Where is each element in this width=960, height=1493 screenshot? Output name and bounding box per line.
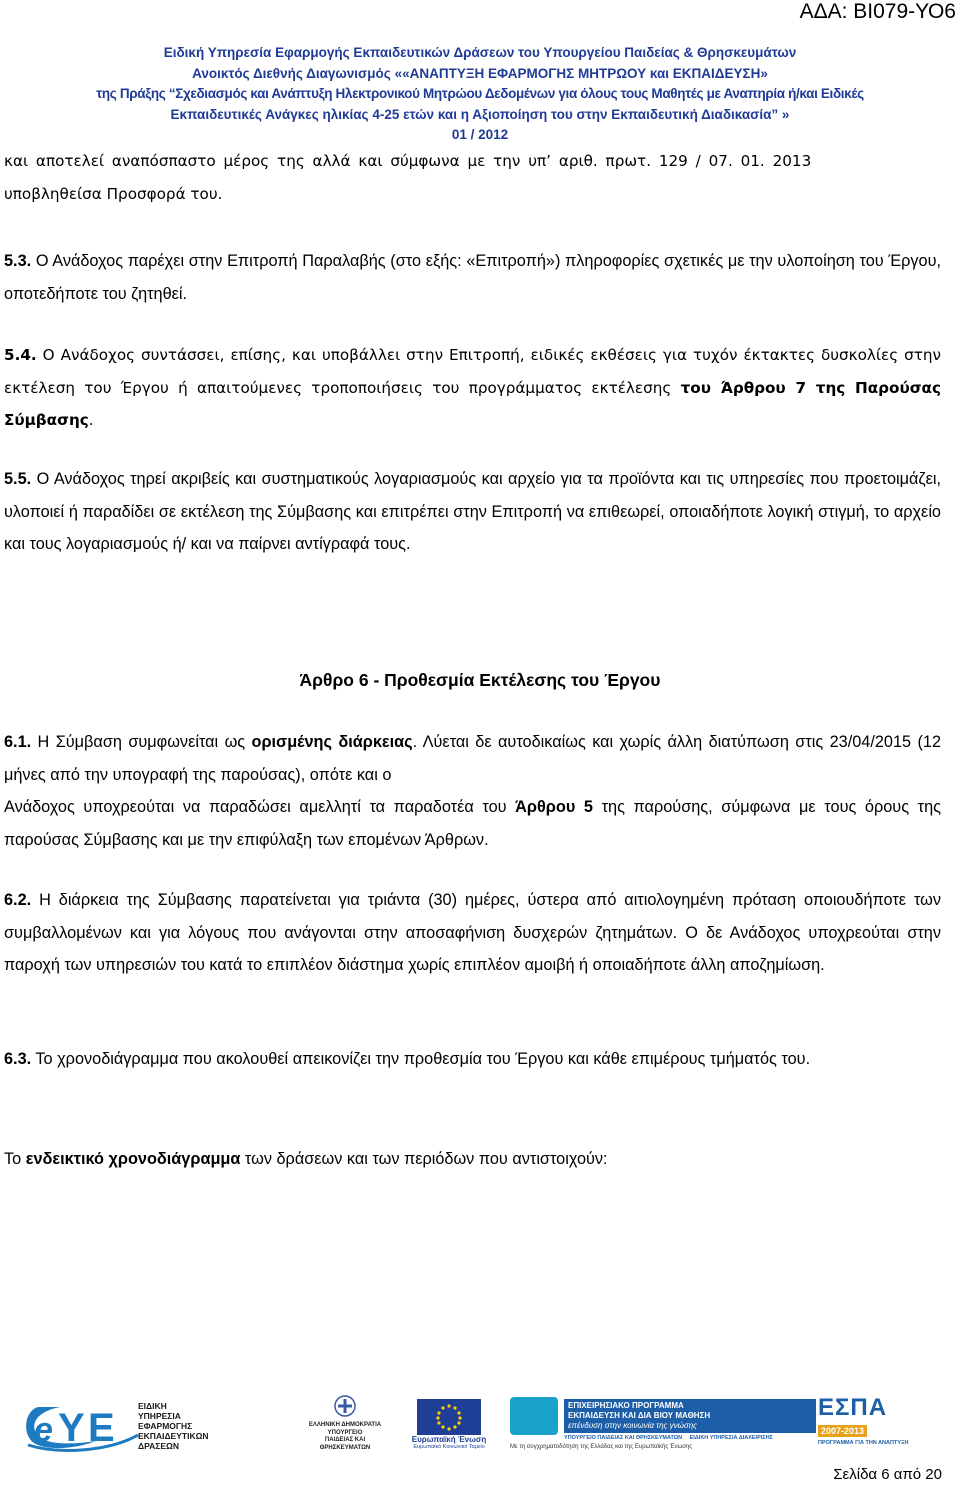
eye-logo-text: ΕΦΑΡΜΟΓΗΣ — [138, 1421, 193, 1431]
program-sub: ΥΠΟΥΡΓΕΙΟ ΠΑΙΔΕΙΑΣ ΚΑΙ ΘΡΗΣΚΕΥΜΑΤΩΝ — [564, 1435, 683, 1441]
ministry-text: ΥΠΟΥΡΓΕΙΟ — [327, 1429, 363, 1436]
ministry-text: ΠΑΙΔΕΙΑΣ ΚΑΙ — [324, 1437, 366, 1443]
article-title: Άρθρο 6 - Προθεσμία Εκτέλεσης του Έργου — [299, 670, 661, 690]
paragraph-6-1-continued — [4, 791, 941, 856]
text: των δράσεων και των περιόδων που αντιστοιχούν: — [240, 1150, 608, 1168]
eye-logo-text: ΔΡΑΣΕΩΝ — [138, 1441, 180, 1451]
espa-title: ΕΣΠΑ — [818, 1394, 888, 1421]
page-number: Σελίδα 6 από 20 — [833, 1466, 942, 1483]
program-text: επένδυση στην κοινωνία της γνώσης — [568, 1421, 698, 1430]
clause-end: . — [88, 411, 94, 429]
paragraph-schedule-intro — [4, 1143, 941, 1176]
ada-code: ΑΔΑ: ΒΙ079-ΥΟ6 — [799, 0, 956, 23]
greek-emblem-icon — [334, 1395, 356, 1417]
eye-logo — [20, 1395, 260, 1455]
ministry-logo — [300, 1395, 390, 1455]
ministry-text: ΘΡΗΣΚΕΥΜΑΤΩΝ — [319, 1444, 371, 1451]
header-line-agency: Ειδική Υπηρεσία Εφαρμογής Εκπαιδευτικών Δράσεων του Υπουργείου Παιδείας & Θρησκευμάτων — [163, 45, 797, 60]
paragraph-6-3 — [4, 1043, 941, 1076]
clause-text: Η Σύμβαση συμφωνείται ως — [31, 733, 252, 751]
espa-logo — [818, 1395, 938, 1451]
header-line-project-2: Εκπαιδευτικές Ανάγκες ηλικίας 4-25 ετών και η Αξιοποίηση του στην Εκπαιδευτική Διαδικασία” » — [170, 106, 790, 122]
eye-logo-text: ΕΙΔΙΚΗ — [138, 1401, 167, 1411]
paragraph-continuation-line-2: υποβληθείσα Προσφορά του. — [4, 185, 223, 203]
clause-number: 5.5. — [4, 470, 32, 488]
header-line-number: 01 / 2012 — [451, 127, 509, 142]
clause-number: 6.3. — [4, 1050, 32, 1068]
program-text: ΕΚΠΑΙΔΕΥΣΗ ΚΑΙ ΔΙΑ ΒΙΟΥ ΜΑΘΗΣΗ — [568, 1411, 711, 1420]
clause-text: Ανάδοχος υποχρεούται να παραδώσει αμελλητί τα παραδοτέα του — [4, 798, 516, 816]
ministry-text: ΕΛΛΗΝΙΚΗ ΔΗΜΟΚΡΑΤΙΑ — [308, 1422, 382, 1428]
clause-text: Ο Ανάδοχος παρέχει στην Επιτροπή Παραλαβής (στο εξής: «Επιτροπή») πληροφορίες σχετικές με την υλοποίηση του Έργου, οποτεδήποτε του ζητηθεί. — [4, 252, 941, 303]
clause-bold: Άρθρου 5 — [515, 798, 593, 816]
svg-text:e: e — [34, 1411, 53, 1449]
paragraph-5-5 — [4, 463, 941, 561]
clause-text: Ο Ανάδοχος τηρεί ακριβείς και συστηματικούς λογαριασμούς και αρχείο για τα προϊόντα και τις υπηρεσίες που προετοιμάζει, υλοποιεί ή παραδίδει σε εκτέλεση της Σύμβασης και επιτρέπει στην Επιτροπή να επιθεωρεί, οποιαδήποτε λογική στιγμή, το αρχείο και τους λογαριασμούς ή/ και να παίρνει αντίγραφά τους. — [4, 470, 941, 553]
svg-text:Y: Y — [58, 1406, 85, 1450]
eye-logo-mark-icon — [20, 1395, 140, 1455]
clause-text: Η διάρκεια της Σύμβασης παρατείνεται για τριάντα (30) ημέρες, ύστερα από αιτιολογημένη πρόταση οποιουδήποτε των συμβαλλομένων και για λόγους που ανάγονται στην αποσαφήνιση δυσχερών ζητημάτων. Ο δε Ανάδοχος υποχρεούται στην παροχή των υπηρεσιών του κατά το επιπλέον διάστημα χωρίς επιπλέον αμοιβή ή οποιαδήποτε άλλη αποζημίωση. — [4, 891, 941, 974]
clause-number: 6.1. — [4, 733, 32, 751]
text: Το — [4, 1150, 26, 1168]
text-bold: ενδεικτικό χρονοδιάγραμμα — [25, 1150, 241, 1168]
program-banner — [510, 1395, 816, 1451]
footer-logos — [0, 1395, 960, 1455]
header-line-project-1: της Πράξης “Σχεδιασμός και Ανάπτυξη Ηλεκτρονικού Μητρώου Δεδομένων για όλους τους Μαθητές με Αναπηρία ή/και Ειδικές — [96, 86, 864, 101]
paragraph-5-4 — [4, 339, 941, 437]
eu-label: Ευρωπαϊκή Ένωση — [411, 1435, 487, 1444]
paragraph-6-1 — [4, 726, 941, 791]
eye-logo-text: ΥΠΗΡΕΣΙΑ — [138, 1411, 181, 1421]
eu-sub: Ευρωπαϊκό Κοινωνικό Ταμείο — [413, 1444, 485, 1450]
clause-bold: ορισμένης διάρκειας — [251, 733, 413, 751]
document-header — [0, 43, 960, 146]
paragraph-continuation-line-1: και αποτελεί αναπόσπαστο μέρος της αλλά και σύμφωνα με την υπ’ αριθ. πρωτ. 129 / 07. 01. 2013 — [4, 152, 812, 170]
clause-text: . Λύεται δε αυτοδικαίως και χωρίς άλλη διατύπωση στις 23/04/2015 (12 μήνες από την υπογραφή της παρούσας), οπότε και ο — [4, 733, 941, 784]
program-emblem-icon — [510, 1397, 558, 1435]
clause-number: 6.2. — [4, 891, 32, 909]
paragraph-6-2 — [4, 884, 941, 982]
eu-logo — [400, 1399, 498, 1455]
clause-bold-reference: του Άρθρου 7 της Παρούσας Σύμβασης — [4, 378, 941, 429]
header-line-tender: Ανοικτός Διεθνής Διαγωνισμός ««ΑΝΑΠΤΥΞΗ ΕΦΑΡΜΟΓΗΣ ΜΗΤΡΩΟΥ και ΕΚΠΑΙΔΕΥΣΗ» — [192, 65, 768, 81]
clause-text: της παρούσης, σύμφωνα με τους όρους της παρούσας Σύμβασης και με την επιφύλαξη των επομένων Άρθρων. — [4, 798, 942, 849]
program-text: ΕΠΙΧΕΙΡΗΣΙΑΚΟ ΠΡΟΓΡΑΜΜΑ — [568, 1401, 684, 1410]
espa-years: 2007-2013 — [818, 1425, 867, 1437]
paragraph-5-3 — [4, 245, 941, 310]
program-sub: ΕΙΔΙΚΗ ΥΠΗΡΕΣΙΑ ΔΙΑΧΕΙΡΙΣΗΣ — [689, 1435, 773, 1441]
svg-text:E: E — [88, 1406, 115, 1450]
clause-text: Ο Ανάδοχος συντάσσει, επίσης, και υποβάλλει στην Επιτροπή, ειδικές εκθέσεις για τυχόν έκτακτες δυσκολίες στην εκτέλεση του Έργου ή απαιτούμενες τροποποιήσεις του προγράμματος εκτέλεσης — [4, 346, 941, 397]
eu-flag-icon — [417, 1399, 481, 1435]
clause-number: 5.3. — [4, 252, 32, 270]
eye-logo-text: ΕΚΠΑΙΔΕΥΤΙΚΩΝ — [138, 1431, 209, 1441]
cofund-text: Με τη συγχρηματοδότηση της Ελλάδας και της Ευρωπαϊκής Ένωσης — [510, 1444, 693, 1450]
espa-sub: ΠΡΟΓΡΑΜΜΑ ΓΙΑ ΤΗΝ ΑΝΑΠΤΥΞΗ — [818, 1440, 909, 1446]
clause-number: 5.4. — [4, 346, 37, 364]
clause-text: Το χρονοδιάγραμμα που ακολουθεί απεικονίζει την προθεσμία του Έργου και κάθε επιμέρους τμήματός του. — [31, 1050, 811, 1068]
